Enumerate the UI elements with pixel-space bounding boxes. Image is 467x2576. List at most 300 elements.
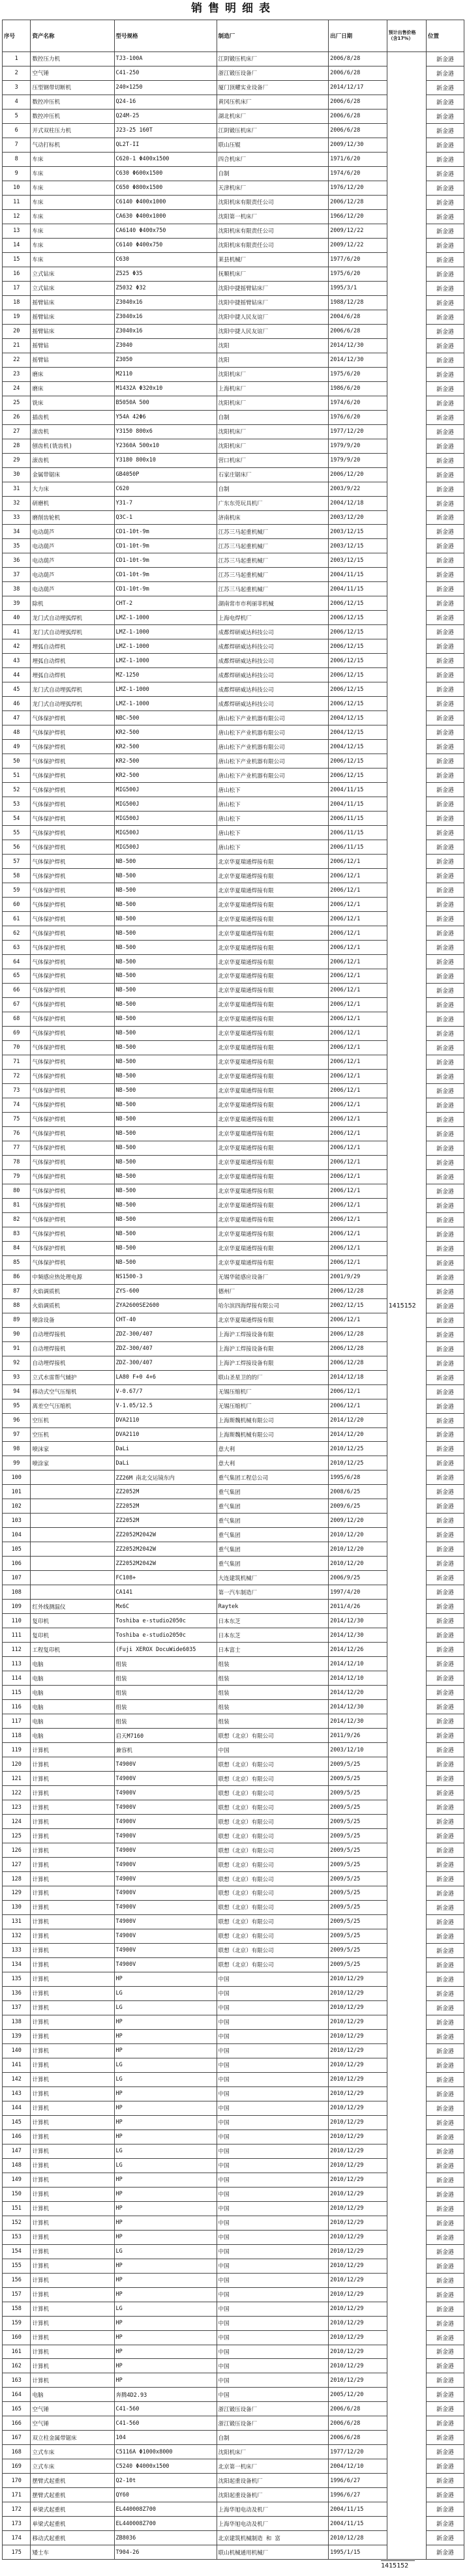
asset-name: 气动打标机 <box>31 138 114 152</box>
asset-name: 磨床 <box>31 381 114 396</box>
model-spec: M2110 <box>114 367 217 381</box>
location: 新金港 <box>426 1212 464 1227</box>
manufacturer: 北京华夏瑞通焊接有限 <box>217 1141 329 1155</box>
location: 新金港 <box>426 396 464 410</box>
location: 新金港 <box>426 510 464 525</box>
manufacture-date: 1995/6/28 <box>329 1471 387 1485</box>
row-number: 50 <box>3 754 31 768</box>
asset-name: 计算机 <box>31 2158 114 2173</box>
model-spec: Z525 Φ35 <box>114 267 217 281</box>
asset-name: 计算机 <box>31 2015 114 2029</box>
manufacture-date: 2006/12/1 <box>329 1212 387 1227</box>
asset-name: 计算机 <box>31 1800 114 1815</box>
manufacture-date: 2010/12/29 <box>329 2273 387 2287</box>
model-spec: HP <box>114 2230 217 2244</box>
asset-name: 计算机 <box>31 2130 114 2144</box>
manufacture-date: 2006/12/15 <box>329 654 387 668</box>
model-spec: ZZ2052M2042W <box>114 1557 217 1571</box>
row-number: 149 <box>3 2173 31 2187</box>
model-spec: LG <box>114 2244 217 2259</box>
asset-name: 车床 <box>31 238 114 252</box>
model-spec: NB-500 <box>114 898 217 912</box>
manufacture-date: 2006/8/28 <box>329 52 387 66</box>
row-number: 99 <box>3 1456 31 1471</box>
manufacture-date: 2010/12/29 <box>329 2259 387 2273</box>
row-number: 154 <box>3 2244 31 2259</box>
row-number: 14 <box>3 238 31 252</box>
location: 新金港 <box>426 2244 464 2259</box>
manufacture-date: 2010/12/29 <box>329 2029 387 2043</box>
manufacture-date: 1977/6/20 <box>329 252 387 267</box>
manufacturer: 沈阳起重设备机厂 <box>217 2474 329 2488</box>
location: 新金港 <box>426 969 464 984</box>
manufacture-date: 2006/6/28 <box>329 2416 387 2431</box>
model-spec: Y54A 42Φ6 <box>114 410 217 424</box>
manufacturer: 上海华旭电动及机厂 <box>217 2502 329 2517</box>
location: 新金港 <box>426 1657 464 1671</box>
asset-name: 计算机 <box>31 2144 114 2158</box>
row-number: 148 <box>3 2158 31 2173</box>
asset-name: 电脑 <box>31 1700 114 1714</box>
manufacture-date: 2004/11/15 <box>329 568 387 582</box>
asset-name: 喷涂家 <box>31 1456 114 1471</box>
row-number: 106 <box>3 1557 31 1571</box>
asset-name: 车床 <box>31 224 114 238</box>
model-spec: MZ-1250 <box>114 668 217 682</box>
location: 新金港 <box>426 2359 464 2373</box>
model-spec: ZYA2600SE2600 <box>114 1298 217 1313</box>
model-spec: LA80 F+0 4+6 <box>114 1370 217 1384</box>
model-spec: LMZ-1-1000 <box>114 611 217 625</box>
manufacture-date: 2006/12/1 <box>329 1184 387 1198</box>
row-number: 30 <box>3 467 31 482</box>
model-spec: DVA2110 <box>114 1413 217 1427</box>
asset-name: 计算机 <box>31 2000 114 2015</box>
manufacturer: 北京华夏瑞通焊接有限 <box>217 1155 329 1169</box>
location: 新金港 <box>426 1929 464 1943</box>
location: 新金港 <box>426 697 464 711</box>
manufacture-date: 2006/12/1 <box>329 997 387 1012</box>
location: 新金港 <box>426 596 464 611</box>
asset-name: 空气锤 <box>31 66 114 80</box>
location: 新金港 <box>426 224 464 238</box>
manufacturer: 中国 <box>217 2388 329 2402</box>
model-spec: Y3180 800x10 <box>114 453 217 467</box>
location: 新金港 <box>426 740 464 754</box>
manufacturer: 北京华夏瑞通焊接有限 <box>217 1069 329 1083</box>
location: 新金港 <box>426 166 464 181</box>
model-spec: HP <box>114 2043 217 2058</box>
row-number: 38 <box>3 582 31 596</box>
manufacture-date: 2009/12/22 <box>329 224 387 238</box>
location: 新金港 <box>426 2531 464 2545</box>
asset-name: 摇臂钻床 <box>31 324 114 338</box>
manufacturer: 重气集团 <box>217 1514 329 1528</box>
location: 新金港 <box>426 1384 464 1399</box>
manufacture-date: 2009/5/25 <box>329 1786 387 1800</box>
manufacturer: 上海沪工焊接设备有限 <box>217 1327 329 1341</box>
manufacturer: 北京华夏瑞通焊接有限 <box>217 1098 329 1112</box>
model-spec: Y3150 800x6 <box>114 424 217 439</box>
merged-price-cell: 1415152 <box>387 52 426 2560</box>
model-spec: CD1-10t-9m <box>114 553 217 568</box>
asset-name: 滚齿机 <box>31 424 114 439</box>
asset-name: 气体保护焊机 <box>31 740 114 754</box>
manufacture-date: 2005/12/20 <box>329 2388 387 2402</box>
location: 新金港 <box>426 2416 464 2431</box>
row-number: 74 <box>3 1098 31 1112</box>
asset-name: 空气锤 <box>31 2402 114 2416</box>
model-spec: HP <box>114 2029 217 2043</box>
row-number: 138 <box>3 2015 31 2029</box>
asset-name: 计算机 <box>31 1815 114 1829</box>
manufacturer: 成都焊研威达科技公司 <box>217 682 329 697</box>
manufacture-date: 2006/6/28 <box>329 66 387 80</box>
manufacture-date: 2006/12/28 <box>329 1327 387 1341</box>
location: 新金港 <box>426 2144 464 2158</box>
manufacture-date: 2006/12/1 <box>329 1255 387 1270</box>
manufacturer: 联山压辊 <box>217 138 329 152</box>
model-spec: ZZ2052M <box>114 1499 217 1514</box>
model-spec: 奔腾4D2.93 <box>114 2388 217 2402</box>
location: 新金港 <box>426 1499 464 1514</box>
row-number: 174 <box>3 2531 31 2545</box>
row-number: 173 <box>3 2517 31 2531</box>
asset-name: 电动葫芦 <box>31 539 114 553</box>
location: 新金港 <box>426 1858 464 1872</box>
model-spec: T4900V <box>114 1943 217 1957</box>
asset-name: 离差空气压缩机 <box>31 1399 114 1413</box>
asset-name: 气体保护焊机 <box>31 883 114 898</box>
asset-name: 计算机 <box>31 2173 114 2187</box>
location: 新金港 <box>426 812 464 826</box>
model-spec: HP <box>114 2330 217 2345</box>
manufacture-date: 1997/4/20 <box>329 1585 387 1600</box>
model-spec: T4900V <box>114 1929 217 1943</box>
asset-name: 气体保护焊机 <box>31 941 114 955</box>
asset-name: 磨床 <box>31 367 114 381</box>
row-number: 111 <box>3 1628 31 1643</box>
manufacture-date: 2009/12/22 <box>329 238 387 252</box>
row-number: 43 <box>3 654 31 668</box>
location: 新金港 <box>426 1040 464 1055</box>
model-spec: 启天M7160 <box>114 1729 217 1743</box>
manufacturer: 上海华旭电动及机厂 <box>217 2517 329 2531</box>
row-number: 58 <box>3 869 31 883</box>
manufacture-date: 1974/6/20 <box>329 396 387 410</box>
manufacture-date: 2006/12/1 <box>329 1098 387 1112</box>
location: 新金港 <box>426 983 464 997</box>
model-spec: QL2T-II <box>114 138 217 152</box>
manufacturer: 上海沪工焊接设备有限 <box>217 1341 329 1356</box>
asset-name: 埋弧自动焊机 <box>31 654 114 668</box>
row-number: 100 <box>3 1471 31 1485</box>
location: 新金港 <box>426 2130 464 2144</box>
manufacture-date: 2010/12/29 <box>329 2058 387 2072</box>
manufacture-date: 2014/12/20 <box>329 1413 387 1427</box>
location: 新金港 <box>426 941 464 955</box>
asset-name: 车床 <box>31 152 114 166</box>
manufacturer: 大连建筑机械厂 <box>217 1571 329 1585</box>
model-spec: HP <box>114 2187 217 2201</box>
manufacture-date: 2006/12/15 <box>329 697 387 711</box>
manufacturer: 沈阳机床有限责任公司 <box>217 238 329 252</box>
row-number: 167 <box>3 2431 31 2445</box>
manufacturer: 北京华夏瑞通焊接有限 <box>217 1055 329 1069</box>
manufacturer: 第一汽车制造厂 <box>217 1585 329 1600</box>
manufacture-date: 2006/12/1 <box>329 1227 387 1241</box>
location: 新金港 <box>426 1169 464 1184</box>
asset-name <box>31 1585 114 1600</box>
model-spec: NB-500 <box>114 1012 217 1026</box>
location: 新金港 <box>426 2158 464 2173</box>
location: 新金港 <box>426 2058 464 2072</box>
asset-name: 摇臂钻床 <box>31 295 114 310</box>
row-number: 153 <box>3 2230 31 2244</box>
model-spec: CD1-10t-9m <box>114 582 217 596</box>
manufacturer: 中国 <box>217 1986 329 2000</box>
asset-name: 电动葫芦 <box>31 553 114 568</box>
model-spec: T4900V <box>114 1858 217 1872</box>
row-number: 77 <box>3 1141 31 1155</box>
row-number: 1 <box>3 52 31 66</box>
manufacture-date: 2006/12/1 <box>329 983 387 997</box>
manufacturer: 北京华夏瑞通焊接有限 <box>217 955 329 969</box>
table-header-row <box>3 20 464 52</box>
row-number: 81 <box>3 1198 31 1212</box>
row-number: 162 <box>3 2359 31 2373</box>
header-cell: 资产名称 <box>31 20 114 52</box>
model-spec: HP <box>114 2359 217 2373</box>
manufacturer: 重气集团 <box>217 1542 329 1557</box>
model-spec: 组装 <box>114 1671 217 1686</box>
manufacturer: 中国 <box>217 2244 329 2259</box>
location: 新金港 <box>426 553 464 568</box>
row-number: 37 <box>3 568 31 582</box>
row-number: 82 <box>3 1212 31 1227</box>
manufacture-date: 1977/12/20 <box>329 424 387 439</box>
row-number: 69 <box>3 1026 31 1040</box>
row-number: 76 <box>3 1126 31 1141</box>
row-number: 169 <box>3 2459 31 2474</box>
manufacture-date: 2006/12/1 <box>329 1169 387 1184</box>
row-number: 33 <box>3 510 31 525</box>
table-row <box>3 52 464 66</box>
row-number: 8 <box>3 152 31 166</box>
model-spec: T4900V <box>114 1886 217 1901</box>
asset-name: 摇臂钻 <box>31 338 114 353</box>
model-spec: MIG500J <box>114 826 217 840</box>
location: 新金港 <box>426 1341 464 1356</box>
manufacture-date: 2004/12/10 <box>329 2459 387 2474</box>
manufacturer: 无锡压缩机厂 <box>217 1384 329 1399</box>
location: 新金港 <box>426 840 464 855</box>
asset-name: 移动式空气压缩机 <box>31 1384 114 1399</box>
location: 新金港 <box>426 1757 464 1772</box>
row-number: 59 <box>3 883 31 898</box>
model-spec: HP <box>114 2115 217 2130</box>
row-number: 9 <box>3 166 31 181</box>
model-spec: ZYS-600 <box>114 1284 217 1298</box>
manufacturer: 联想（北京）有限公司 <box>217 1914 329 1929</box>
location: 新金港 <box>426 997 464 1012</box>
row-number: 133 <box>3 1943 31 1957</box>
asset-name: 气体保护焊机 <box>31 768 114 783</box>
location: 新金港 <box>426 1671 464 1686</box>
manufacturer: 中国 <box>217 2130 329 2144</box>
model-spec: NB-500 <box>114 1040 217 1055</box>
row-number: 171 <box>3 2488 31 2502</box>
row-number: 31 <box>3 482 31 496</box>
asset-name: 计算机 <box>31 2187 114 2201</box>
location: 新金港 <box>426 1986 464 2000</box>
location: 新金港 <box>426 1069 464 1083</box>
asset-name <box>31 1471 114 1485</box>
location: 新金港 <box>426 1729 464 1743</box>
model-spec: TJ3-100A <box>114 52 217 66</box>
location: 新金港 <box>426 1943 464 1957</box>
manufacture-date: 2006/12/15 <box>329 754 387 768</box>
model-spec: ZDZ-300/407 <box>114 1327 217 1341</box>
row-number: 139 <box>3 2029 31 2043</box>
manufacture-date: 2009/5/25 <box>329 1757 387 1772</box>
manufacturer: 北京华夏瑞通焊接有限 <box>217 1255 329 1270</box>
location: 新金港 <box>426 725 464 740</box>
asset-name: 计算机 <box>31 2086 114 2101</box>
asset-name: 计算机 <box>31 1872 114 1886</box>
manufacturer: 沈阳起重设备机厂 <box>217 2488 329 2502</box>
manufacture-date: 2006/12/15 <box>329 668 387 682</box>
row-number: 116 <box>3 1700 31 1714</box>
asset-name: 滚齿机 <box>31 453 114 467</box>
model-spec: CHT-40 <box>114 1313 217 1327</box>
manufacturer: 成都焊研威达科技公司 <box>217 654 329 668</box>
model-spec: CA630 Φ400x1000 <box>114 209 217 224</box>
location: 新金港 <box>426 267 464 281</box>
location: 新金港 <box>426 1471 464 1485</box>
row-number: 91 <box>3 1341 31 1356</box>
location: 新金港 <box>426 2259 464 2273</box>
manufacture-date: 2004/12/18 <box>329 496 387 510</box>
manufacture-date: 2010/12/29 <box>329 2302 387 2316</box>
model-spec: Toshiba e-studio2050c <box>114 1628 217 1643</box>
location: 新金港 <box>426 2043 464 2058</box>
asset-name: 火焰调质机 <box>31 1284 114 1298</box>
row-number: 65 <box>3 969 31 984</box>
asset-name: 自动埋焊接机 <box>31 1327 114 1341</box>
location: 新金港 <box>426 109 464 123</box>
manufacturer: 中国 <box>217 2000 329 2015</box>
model-spec: C41-560 <box>114 2416 217 2431</box>
asset-name: 气体保护焊机 <box>31 1184 114 1198</box>
row-number: 97 <box>3 1427 31 1442</box>
model-spec: EL440008Z700 <box>114 2502 217 2517</box>
row-number: 142 <box>3 2072 31 2086</box>
model-spec: 104 <box>114 2431 217 2445</box>
asset-name: 摇臂钻 <box>31 353 114 367</box>
model-spec: FC108+ <box>114 1571 217 1585</box>
model-spec: CD1-10t-9m <box>114 539 217 553</box>
page-title: 销售明细表 <box>191 2 276 15</box>
location: 新金港 <box>426 826 464 840</box>
row-number: 93 <box>3 1370 31 1384</box>
manufacture-date: 2003/12/15 <box>329 539 387 553</box>
location: 新金港 <box>426 1270 464 1284</box>
row-number: 164 <box>3 2388 31 2402</box>
asset-name: 计算机 <box>31 1886 114 1901</box>
asset-name: 开式双柱压力机 <box>31 123 114 138</box>
row-number: 128 <box>3 1872 31 1886</box>
model-spec: M1432A Φ320x10 <box>114 381 217 396</box>
model-spec: 组装 <box>114 1657 217 1671</box>
row-number: 95 <box>3 1399 31 1413</box>
location: 新金港 <box>426 1012 464 1026</box>
manufacture-date: 2014/12/18 <box>329 1370 387 1384</box>
model-spec: 240×1250 <box>114 80 217 95</box>
model-spec: NB-500 <box>114 1155 217 1169</box>
row-number: 57 <box>3 855 31 869</box>
location: 新金港 <box>426 539 464 553</box>
location: 新金港 <box>426 2216 464 2230</box>
location: 新金港 <box>426 912 464 926</box>
row-number: 22 <box>3 353 31 367</box>
row-number: 113 <box>3 1657 31 1671</box>
asset-name: 电动葫芦 <box>31 582 114 596</box>
location: 新金港 <box>426 1399 464 1413</box>
manufacturer: 四合机床厂 <box>217 152 329 166</box>
asset-name: 计算机 <box>31 1986 114 2000</box>
asset-name: 气体保护焊机 <box>31 912 114 926</box>
asset-name: 气体保护焊机 <box>31 711 114 725</box>
manufacture-date: 2010/12/29 <box>329 1972 387 1986</box>
manufacture-date: 2003/9/22 <box>329 482 387 496</box>
asset-name: 计算机 <box>31 1900 114 1914</box>
manufacturer: 联想（北京）有限公司 <box>217 1786 329 1800</box>
asset-name: 单梁式起重机 <box>31 2502 114 2517</box>
model-spec: NB-500 <box>114 1098 217 1112</box>
location: 新金港 <box>426 1700 464 1714</box>
asset-name: 计算机 <box>31 2345 114 2359</box>
location: 新金港 <box>426 2115 464 2130</box>
manufacture-date: 2006/12/15 <box>329 611 387 625</box>
asset-name: 气体保护焊机 <box>31 1141 114 1155</box>
manufacturer: 上海斯魏机械有限公司 <box>217 1427 329 1442</box>
location: 新金港 <box>426 2000 464 2015</box>
manufacturer: 沈阳 <box>217 353 329 367</box>
model-spec: C5116A Φ1000x8000 <box>114 2445 217 2459</box>
model-spec: CHT-2 <box>114 596 217 611</box>
asset-name: 红外线测温仪 <box>31 1600 114 1614</box>
row-number: 66 <box>3 983 31 997</box>
manufacturer: 沈阳机床厂 <box>217 439 329 453</box>
manufacturer: 中国 <box>217 2029 329 2043</box>
manufacture-date: 2006/12/1 <box>329 1241 387 1255</box>
asset-name: 摆臂式起重机 <box>31 2488 114 2502</box>
row-number: 123 <box>3 1800 31 1815</box>
asset-name: 车床 <box>31 209 114 224</box>
model-spec: T4900V <box>114 1786 217 1800</box>
manufacturer: 中国 <box>217 2173 329 2187</box>
asset-name: 计算机 <box>31 1858 114 1872</box>
model-spec: Z3040x16 <box>114 324 217 338</box>
asset-name: 摆臂式起重机 <box>31 2474 114 2488</box>
asset-name: 立式车床 <box>31 2445 114 2459</box>
row-number: 143 <box>3 2086 31 2101</box>
manufacturer: 石家庄锯床厂 <box>217 467 329 482</box>
model-spec: NB-500 <box>114 1055 217 1069</box>
manufacture-date: 2006/11/15 <box>329 840 387 855</box>
manufacture-date: 2006/12/1 <box>329 869 387 883</box>
